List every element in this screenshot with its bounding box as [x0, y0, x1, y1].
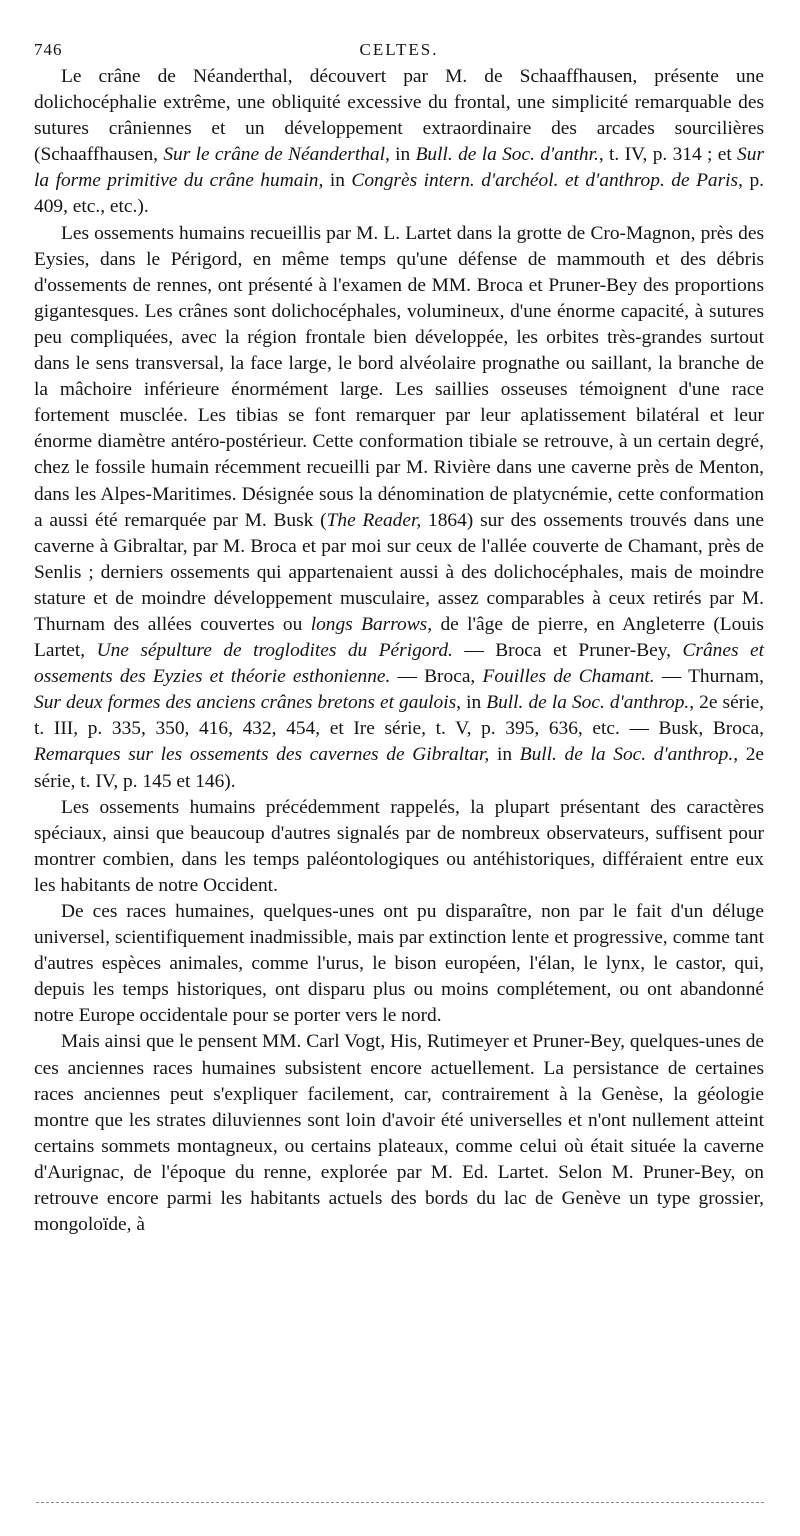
italic-citation: Crânes et ossements des Eyzies et théorie esthonienne. — [34, 640, 764, 688]
footer-dotted-rule — [36, 1502, 764, 1503]
text-run: in — [389, 144, 416, 166]
paragraph-5 — [34, 1029, 764, 1238]
document-page — [34, 30, 764, 1238]
paragraph-2 — [34, 221, 764, 795]
page-header — [34, 30, 764, 64]
text-run: Les ossements humains précédemment rappelés, la plupart présentant des caractères spéciaux, ainsi que beaucoup d'autres signalés par de nombreux observateurs, suffisent pour montrer combien, dans les temps paléontologiques ou antéhistoriques, différaient entre eux les habitants de notre Occident. — [34, 796, 764, 896]
body-text — [34, 64, 764, 1238]
italic-citation: Fouilles de Chamant. — [482, 666, 655, 688]
italic-citation: Sur le crâne de Néanderthal, — [163, 144, 390, 166]
running-title: CELTES. — [359, 40, 439, 59]
paragraph-1 — [34, 64, 764, 221]
text-run: 1864) sur des ossements trouvés dans une caverne à Gibraltar, par M. Broca et par moi sur ceux de l'allée couverte de Chamant, près de Senlis ; derniers ossements qui appartenaient aussi à des dolichocéphales, mais de moindre stature et de moindre développement musculaire, assez comparables à ceux retirés par M. Thurnam des allées couvertes ou — [34, 509, 764, 635]
text-run: — Broca et Pruner-Bey, — [452, 640, 683, 662]
italic-citation: Bull. de la Soc. d'anthr. — [415, 144, 599, 166]
text-run: in — [461, 692, 487, 714]
text-run: Mais ainsi que le pensent MM. Carl Vogt, His, Rutimeyer et Pruner-Bey, quelques-unes de ces anciennes races humaines subsistent encore actuellement. La persistance de certaines races anciennes peut s'expliquer facilement, car, contrairement à la Genèse, la géologie montre que les strates diluviennes sont loin d'avoir été universelles et n'ont nullement atteint certains sommets montagneux, ou certains plateaux, comme celui où était située la caverne d'Aurignac, de l'époque du renne, explorée par M. Ed. Lartet. Selon M. Pruner-Bey, on retrouve encore parmi les habitants actuels des bords du lac de Genève un type grossier, mongoloïde, à — [34, 1031, 764, 1236]
italic-citation: Congrès intern. d'archéol. et d'anthrop. de Paris — [351, 170, 739, 192]
paragraph-3 — [34, 795, 764, 899]
italic-citation: Sur deux formes des anciens crânes bretons et gaulois, — [34, 692, 462, 714]
text-run: in — [323, 170, 352, 192]
italic-citation: Bull. de la Soc. d'anthrop. — [486, 692, 690, 714]
italic-citation: The Reader, — [326, 509, 422, 531]
text-run: in — [489, 744, 520, 766]
text-run: Le crâne de Néanderthal, découvert par M. de Schaaffhausen, présente une dolichocéphalie extrême, une obliquité excessive du frontal, une simplicité remarquable des sutures crâniennes et un développement extraordinaire des arcades sourcilières (Schaaffhausen, — [34, 66, 764, 166]
text-run: De ces races humaines, quelques-unes ont pu disparaître, non par le fait d'un déluge universel, scientifiquement inadmissible, mais par extinction lente et progressive, comme tant d'autres espèces animales, comme l'urus, le bison européen, l'élan, le lynx, le castor, qui, depuis les temps historiques, ont disparu plus ou moins complétement, ou ont abandonné notre Europe occidentale pour se porter vers le nord. — [34, 901, 764, 1027]
text-run: — Broca, — [390, 666, 483, 688]
paragraph-4 — [34, 899, 764, 1029]
page-number: 746 — [34, 40, 63, 59]
text-run: , 2e série, t. III, p. 335, 350, 416, 432, 454, et Ire série, t. V, p. 395, 636, etc. — Busk, Broca, — [34, 692, 764, 740]
italic-citation: Sur la forme primitive du crâne humain, — [34, 144, 764, 192]
italic-citation: Remarques sur les ossements des cavernes de Gibraltar, — [34, 744, 490, 766]
text-run: , p. 409, etc., etc.). — [34, 170, 764, 218]
text-run: Les ossements humains recueillis par M. L. Lartet dans la grotte de Cro-Magnon, près des Eysies, dans le Périgord, en même temps qu'une défense de mammouth et des débris d'ossements de rennes, ont présenté à l'examen de MM. Broca et Pruner-Bey des proportions gigantesques. Les crânes sont dolichocéphales, volumineux, d'une énorme capacité, à sutures peu compliquées, avec la région frontale bien développée, les orbites très-grandes surtout dans le sens transversal, la face large, le bord alvéolaire prognathe ou saillant, la branche de la mâchoire inférieure énormément large. Les saillies osseuses témoignent d'une race fortement musclée. Les tibias se font remarquer par leur aplatissement bilatéral et leur énorme diamètre antéro-postérieur. Cette conformation tibiale se retrouve, à un certain degré, chez le fossile humain récemment recueilli par M. Rivière dans une caverne près de Menton, dans les Alpes-Maritimes. Désignée sous la dénomination de platycnémie, cette conformation a aussi été remarquée par M. Busk ( — [34, 222, 764, 531]
italic-citation: longs Barrows — [310, 613, 428, 635]
text-run: — Thurnam, — [654, 666, 764, 688]
italic-citation: Une sépulture de troglodites du Périgord. — [96, 640, 453, 662]
text-run: , de l'âge de pierre, en Angleterre (Louis Lartet, — [34, 613, 764, 662]
text-run: , t. IV, p. 314 ; et — [598, 144, 738, 166]
italic-citation: Bull. de la Soc. d'anthrop. — [519, 744, 734, 766]
text-run: , 2e série, t. IV, p. 145 et 146). — [34, 744, 765, 792]
